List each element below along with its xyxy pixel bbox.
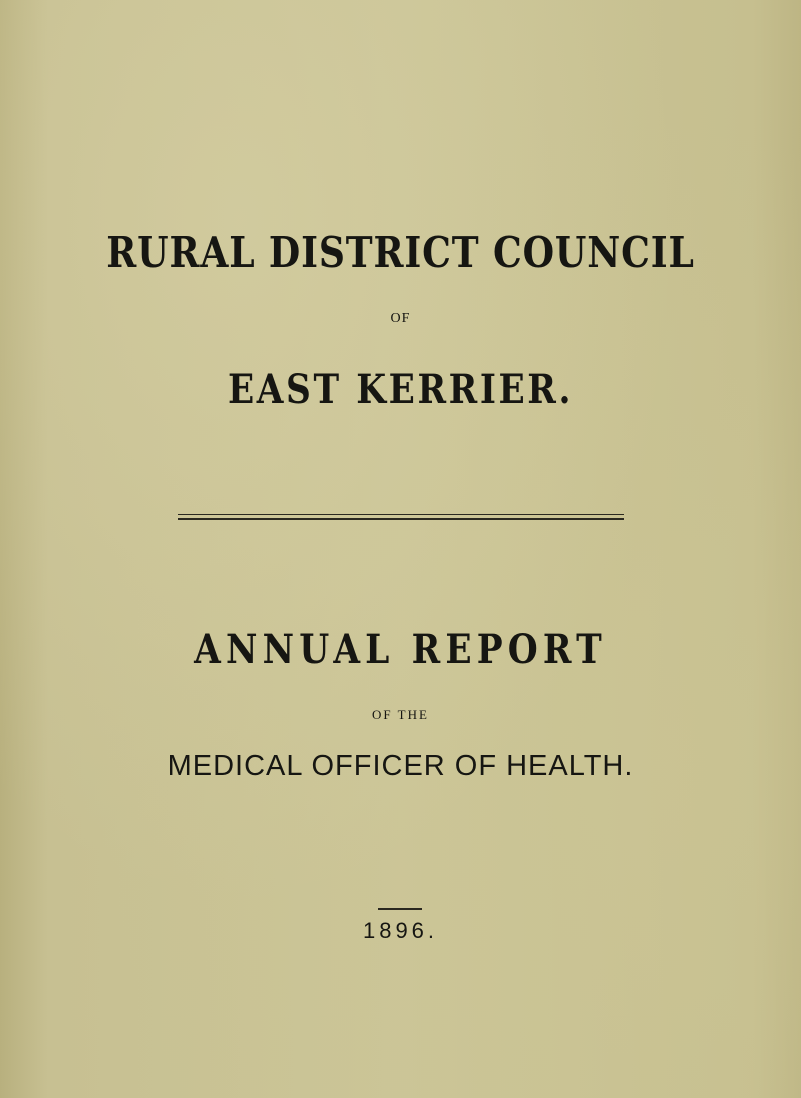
faint-bleed-through-decoration — [120, 70, 700, 124]
report-title: ANNUAL REPORT — [194, 626, 607, 673]
of-the-connector: OF THE — [372, 707, 429, 722]
divider-rule-thin — [178, 514, 624, 515]
officer-title: MEDICAL OFFICER OF HEALTH. — [167, 750, 634, 782]
of-connector: OF — [390, 311, 411, 326]
district-name: EAST KERRIER. — [227, 366, 574, 413]
council-title: RURAL DISTRICT COUNCIL — [106, 228, 695, 277]
divider-rule-thick — [178, 518, 624, 520]
year-rule — [378, 908, 422, 910]
report-year: 1896. — [362, 918, 439, 943]
